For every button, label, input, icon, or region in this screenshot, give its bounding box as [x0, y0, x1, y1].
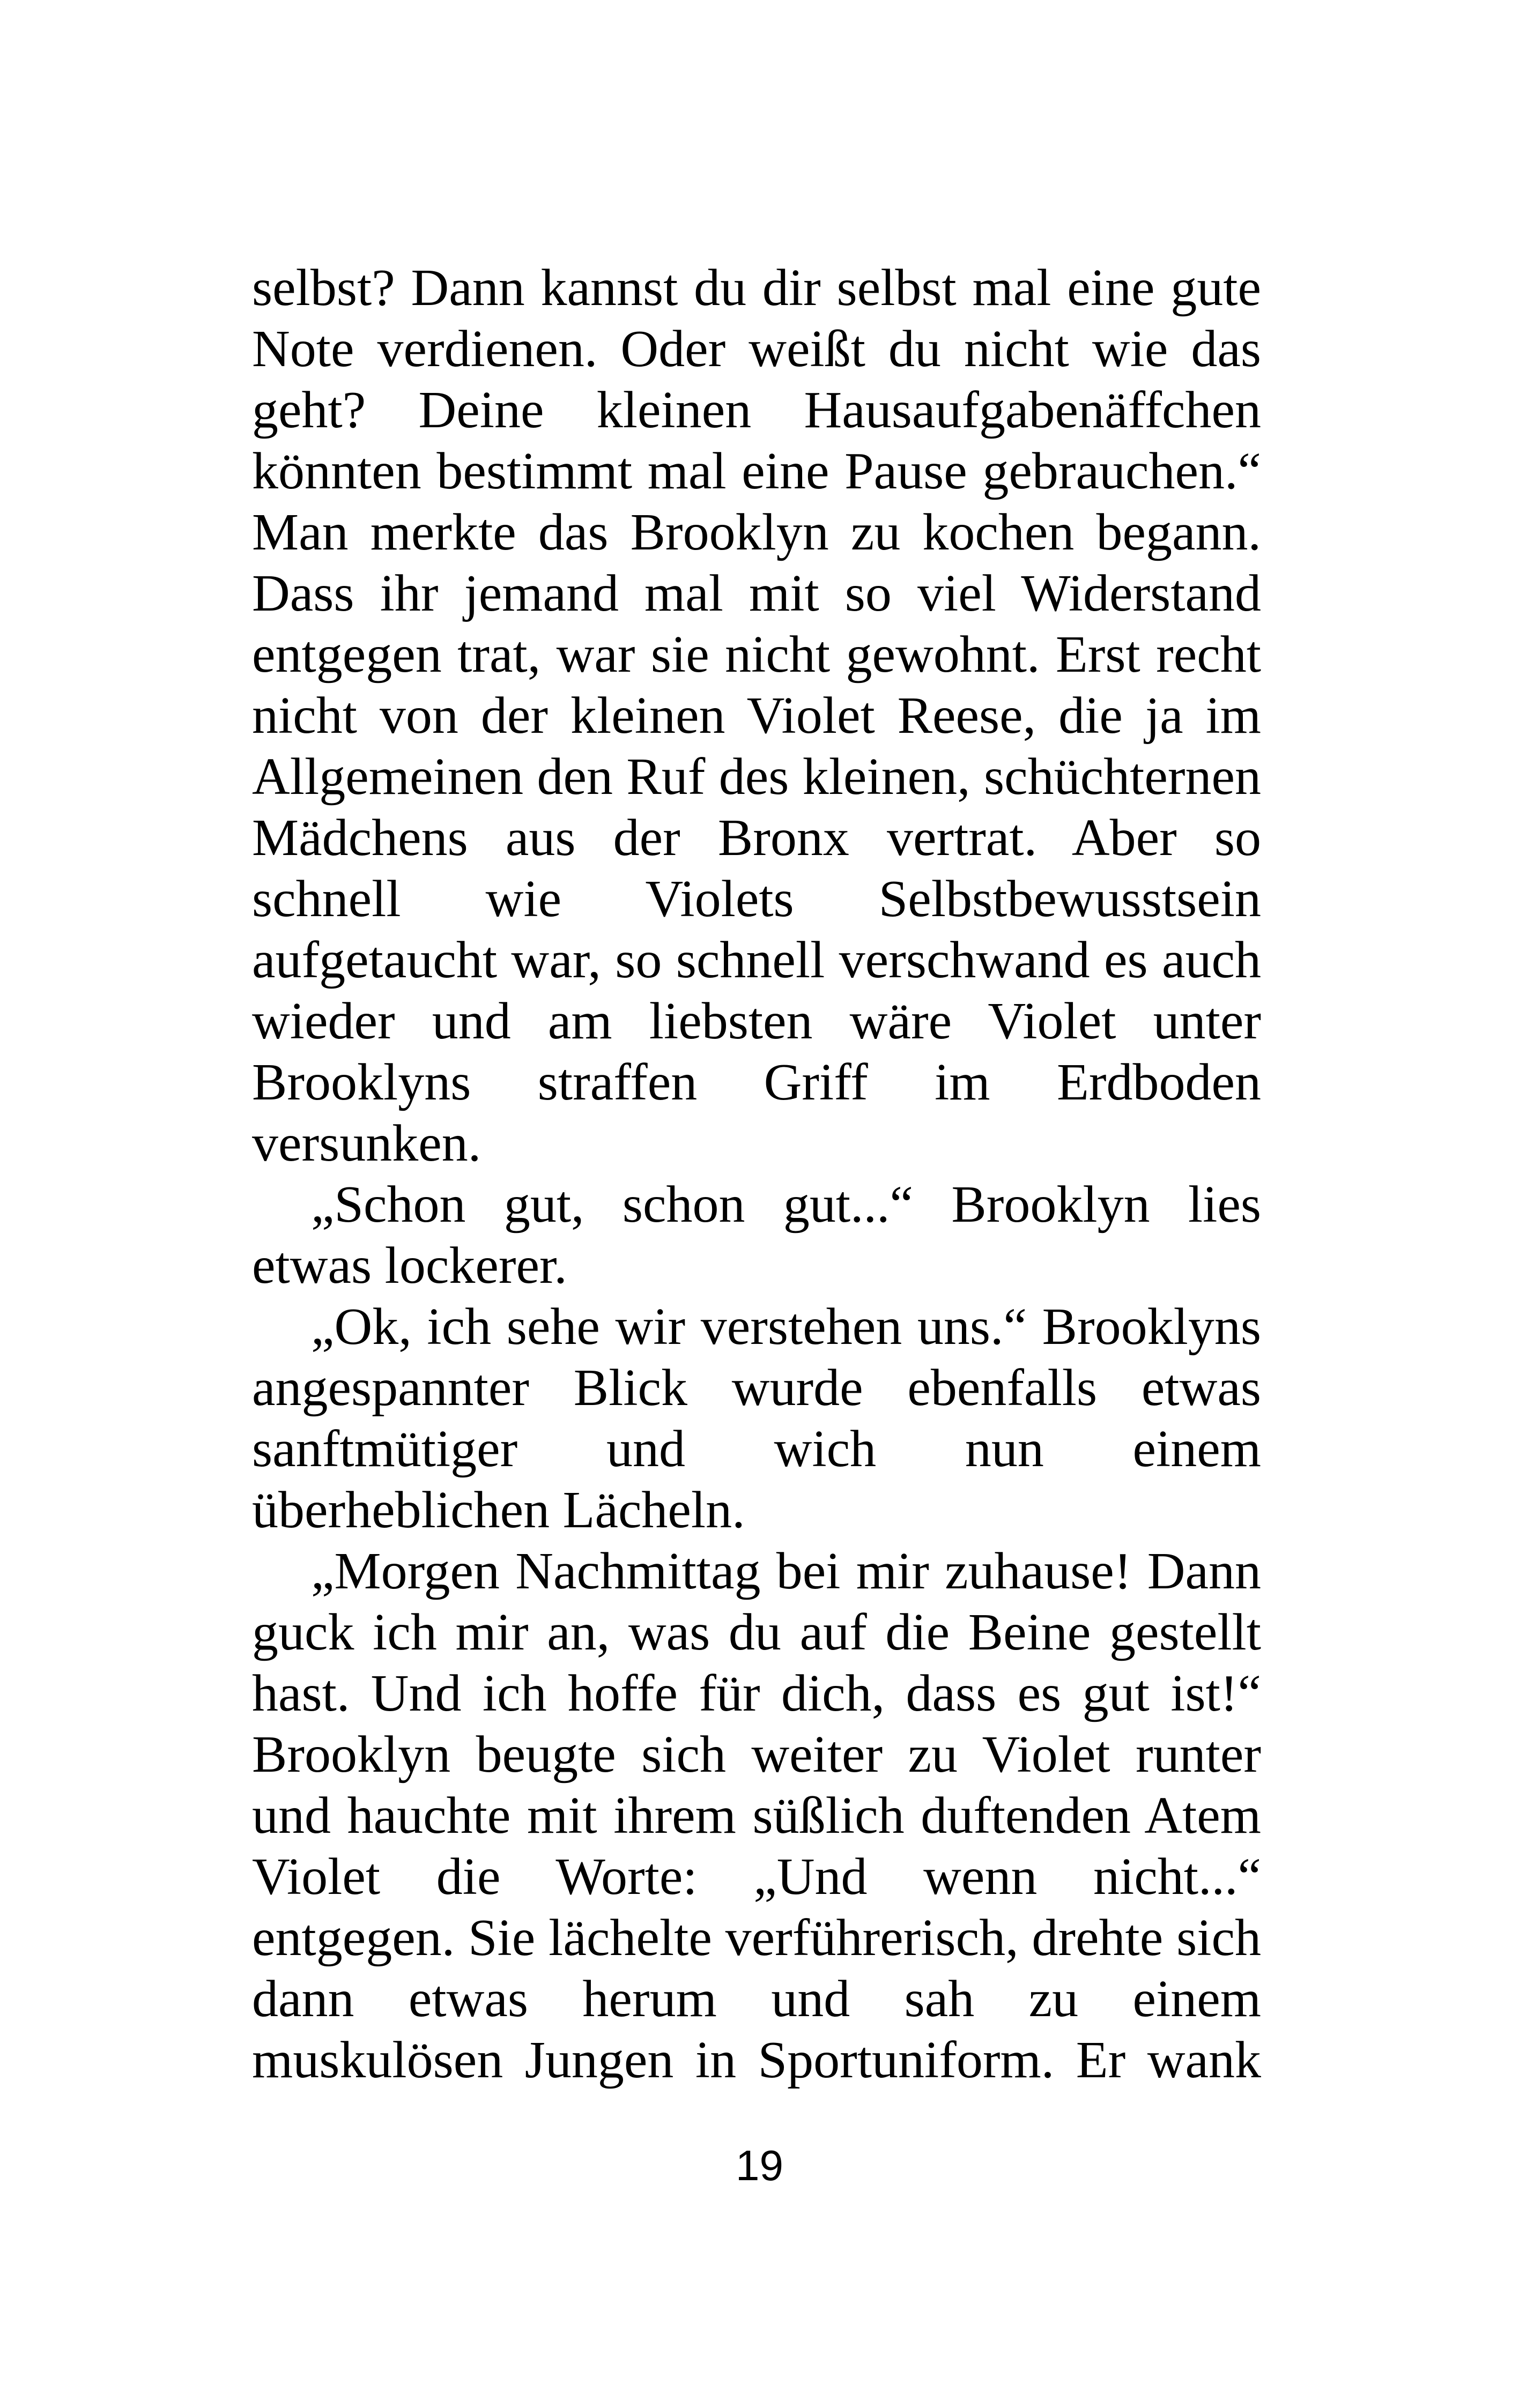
text-line: schnell wie Violets Selbstbewusstsein [252, 870, 1261, 928]
text-line: Dass ihr jemand mal mit so viel Widerstand [252, 564, 1261, 622]
text-line: „Schon gut, schon gut...“ Brooklyn lies [311, 1176, 1261, 1233]
text-line: überheblichen Lächeln. [252, 1481, 745, 1539]
text-line: könnten bestimmt mal eine Pause gebrauchen.“ [252, 442, 1261, 500]
text-line: entgegen trat, war sie nicht gewohnt. Erst recht [252, 626, 1261, 683]
text-line: entgegen. Sie lächelte verführerisch, drehte sich [252, 1909, 1261, 1967]
text-line: angespannter Blick wurde ebenfalls etwas [252, 1359, 1261, 1417]
text-line: Violet die Worte: „Und wenn nicht...“ [252, 1848, 1261, 1906]
text-line: muskulösen Jungen in Sportuniform. Er wank [252, 2031, 1261, 2089]
text-line: und hauchte mit ihrem süßlich duftenden Atem [252, 1787, 1261, 1845]
text-line: Note verdienen. Oder weißt du nicht wie das [252, 320, 1261, 378]
text-line: Man merkte das Brooklyn zu kochen begann. [252, 503, 1261, 561]
text-line: Brooklyn beugte sich weiter zu Violet runter [252, 1726, 1261, 1783]
text-line: Brooklyns straffen Griff im Erdboden [252, 1053, 1261, 1111]
text-line: geht? Deine kleinen Hausaufgabenäffchen [252, 381, 1261, 439]
text-line: etwas lockerer. [252, 1237, 567, 1295]
text-line: selbst? Dann kannst du dir selbst mal eine gute [252, 259, 1261, 317]
text-line: sanftmütiger und wich nun einem [252, 1420, 1261, 1478]
text-line: Mädchens aus der Bronx vertrat. Aber so [252, 809, 1261, 867]
text-line: wieder und am liebsten wäre Violet unter [252, 992, 1261, 1050]
page-number: 19 [736, 2142, 783, 2189]
text-line: aufgetaucht war, so schnell verschwand es auch [252, 931, 1261, 989]
text-line: „Ok, ich sehe wir verstehen uns.“ Brooklyns [311, 1298, 1261, 1356]
text-line: versunken. [252, 1114, 481, 1172]
text-line: nicht von der kleinen Violet Reese, die ja im [252, 687, 1261, 745]
text-line: dann etwas herum und sah zu einem [252, 1970, 1261, 2028]
text-line: „Morgen Nachmittag bei mir zuhause! Dann [311, 1542, 1261, 1600]
text-line: Allgemeinen den Ruf des kleinen, schüchternen [252, 748, 1261, 806]
text-line: hast. Und ich hoffe für dich, dass es gut ist!“ [252, 1664, 1261, 1722]
text-line: guck ich mir an, was du auf die Beine gestellt [252, 1603, 1261, 1661]
body-text [252, 257, 1261, 2091]
